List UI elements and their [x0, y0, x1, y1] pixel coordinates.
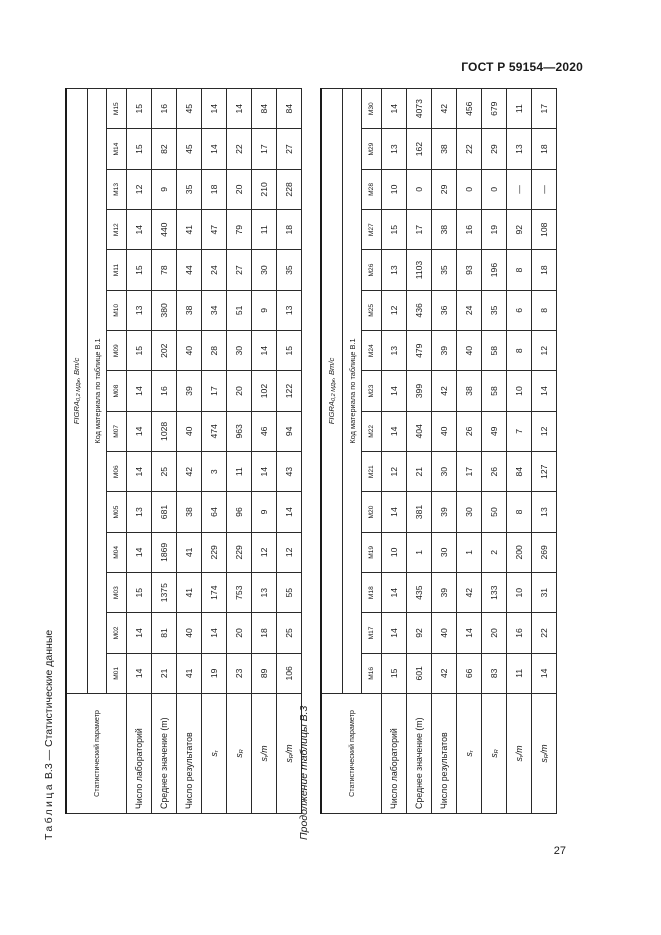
- table-cell: 14: [457, 613, 482, 653]
- table-cell: 1103: [407, 250, 432, 290]
- table-cell: 15: [127, 573, 152, 613]
- table-cell: 14: [382, 573, 407, 613]
- table-cell: 13: [277, 290, 302, 330]
- table-cell: 20: [227, 371, 252, 411]
- table-cell: 108: [532, 210, 557, 250]
- table-cell: 84: [507, 452, 532, 492]
- table-cell: 50: [482, 492, 507, 532]
- table-cell: 66: [457, 653, 482, 693]
- table-cell: 39: [177, 371, 202, 411]
- table-cell: 9: [252, 492, 277, 532]
- row-label: sr/m: [507, 694, 532, 814]
- table-cell: 96: [227, 492, 252, 532]
- table-cell: 30: [252, 250, 277, 290]
- material-code: М10: [107, 290, 127, 330]
- table-cell: 64: [202, 492, 227, 532]
- table-cell: 24: [457, 290, 482, 330]
- table-cell: 8: [507, 331, 532, 371]
- table-cell: 14: [127, 532, 152, 572]
- table-cell: 41: [177, 532, 202, 572]
- table-cell: 29: [432, 169, 457, 209]
- table-cell: —: [532, 169, 557, 209]
- table-cell: 89: [252, 653, 277, 693]
- table-cell: 39: [432, 331, 457, 371]
- table-cell: 18: [277, 210, 302, 250]
- table-cell: 36: [432, 290, 457, 330]
- table-cell: 94: [277, 411, 302, 451]
- table-cell: 41: [177, 210, 202, 250]
- table-cell: 753: [227, 573, 252, 613]
- table-cell: 15: [127, 250, 152, 290]
- material-code: М22: [362, 411, 382, 451]
- table-cell: 474: [202, 411, 227, 451]
- table-cell: 14: [277, 492, 302, 532]
- table-row: [202, 89, 227, 814]
- table-cell: 1028: [152, 411, 177, 451]
- material-code: М04: [107, 532, 127, 572]
- table-cell: 14: [252, 331, 277, 371]
- table-cell: 42: [432, 653, 457, 693]
- table-cell: 82: [152, 129, 177, 169]
- table-cell: 12: [532, 411, 557, 451]
- table-b3-continuation: [320, 88, 557, 814]
- table-cell: 20: [227, 169, 252, 209]
- table-cell: 81: [152, 613, 177, 653]
- table-cell: 228: [277, 169, 302, 209]
- table-cell: 174: [202, 573, 227, 613]
- table-cell: 40: [457, 331, 482, 371]
- table-cell: 92: [407, 613, 432, 653]
- table-cell: 13: [507, 129, 532, 169]
- row-label: Число результатов: [432, 694, 457, 814]
- table-cell: 45: [177, 129, 202, 169]
- table-cell: 39: [432, 492, 457, 532]
- row-label: sR: [482, 694, 507, 814]
- table-cell: 14: [532, 653, 557, 693]
- table-cell: 17: [457, 452, 482, 492]
- material-code: М01: [107, 653, 127, 693]
- table-cell: 41: [177, 573, 202, 613]
- table-cell: 14: [382, 492, 407, 532]
- table-cell: 2: [482, 532, 507, 572]
- table-cell: 681: [152, 492, 177, 532]
- table-cell: 13: [382, 250, 407, 290]
- row-label: Среднее значение (m): [152, 694, 177, 814]
- table-cell: 13: [252, 573, 277, 613]
- table-cell: 14: [382, 89, 407, 129]
- table-cell: 11: [252, 210, 277, 250]
- table-b3-caption: [43, 630, 55, 840]
- table-cell: 20: [482, 613, 507, 653]
- table-cell: 34: [202, 290, 227, 330]
- table-cell: 10: [507, 371, 532, 411]
- material-code: М23: [362, 371, 382, 411]
- material-code: М18: [362, 573, 382, 613]
- table-cell: 14: [202, 129, 227, 169]
- row-label: Число результатов: [177, 694, 202, 814]
- table-cell: 38: [432, 129, 457, 169]
- table-cell: 25: [152, 452, 177, 492]
- table-cell: 12: [532, 331, 557, 371]
- table-cell: 14: [127, 452, 152, 492]
- table-cell: 17: [252, 129, 277, 169]
- table-cell: 35: [432, 250, 457, 290]
- material-code: М29: [362, 129, 382, 169]
- material-code: М19: [362, 532, 382, 572]
- table-cell: 28: [202, 331, 227, 371]
- table-cell: 14: [127, 613, 152, 653]
- table-cell: 8: [507, 492, 532, 532]
- caption-prefix: Таблица: [43, 782, 55, 840]
- table-cell: 7: [507, 411, 532, 451]
- table-cell: 679: [482, 89, 507, 129]
- code-header: Код материала по таблице В.1: [88, 89, 107, 694]
- material-code: М13: [107, 169, 127, 209]
- table-cell: 14: [127, 210, 152, 250]
- material-code: М30: [362, 89, 382, 129]
- table-cell: 35: [482, 290, 507, 330]
- table-cell: 13: [382, 129, 407, 169]
- material-code: М25: [362, 290, 382, 330]
- table-cell: 12: [277, 532, 302, 572]
- table-cell: 196: [482, 250, 507, 290]
- table-cell: 14: [227, 89, 252, 129]
- table-cell: 12: [382, 290, 407, 330]
- table-cell: 83: [482, 653, 507, 693]
- table-cell: 40: [432, 613, 457, 653]
- continuation-caption: Продолжение таблицы В.3: [298, 705, 310, 840]
- figra-header: FIGRA0,2 МДж, Вт/с: [321, 89, 343, 694]
- param-header: Статистический параметр: [321, 694, 382, 814]
- table-cell: 9: [252, 290, 277, 330]
- page-number: 27: [553, 845, 566, 857]
- table-cell: 13: [127, 290, 152, 330]
- material-code: М16: [362, 653, 382, 693]
- material-code: М11: [107, 250, 127, 290]
- table-cell: 27: [227, 250, 252, 290]
- material-code: М09: [107, 331, 127, 371]
- material-code: М12: [107, 210, 127, 250]
- table-cell: 40: [177, 331, 202, 371]
- table-cell: 16: [152, 371, 177, 411]
- table-cell: 11: [227, 452, 252, 492]
- table-cell: 84: [277, 89, 302, 129]
- table-cell: 1: [407, 532, 432, 572]
- table-row: [532, 89, 557, 814]
- table-cell: 24: [202, 250, 227, 290]
- material-code: М03: [107, 573, 127, 613]
- table-cell: 9: [152, 169, 177, 209]
- material-code: М02: [107, 613, 127, 653]
- row-label: sr: [457, 694, 482, 814]
- table-cell: 42: [457, 573, 482, 613]
- table-cell: 16: [152, 89, 177, 129]
- table-cell: 42: [432, 89, 457, 129]
- table-cell: 1: [457, 532, 482, 572]
- table-cell: 122: [277, 371, 302, 411]
- material-code: М20: [362, 492, 382, 532]
- table-cell: 18: [202, 169, 227, 209]
- table-cell: 58: [482, 371, 507, 411]
- table-cell: 12: [127, 169, 152, 209]
- table-cell: 30: [457, 492, 482, 532]
- table-cell: 102: [252, 371, 277, 411]
- table-cell: 14: [202, 613, 227, 653]
- table-cell: 17: [532, 89, 557, 129]
- table-cell: 10: [382, 169, 407, 209]
- table-cell: 10: [507, 573, 532, 613]
- table-cell: 8: [532, 290, 557, 330]
- table-cell: 1869: [152, 532, 177, 572]
- table-cell: 29: [482, 129, 507, 169]
- table-cell: 14: [532, 371, 557, 411]
- table-cell: 47: [202, 210, 227, 250]
- table-cell: —: [507, 169, 532, 209]
- table-cell: 78: [152, 250, 177, 290]
- table-cell: 1375: [152, 573, 177, 613]
- material-code: М15: [107, 89, 127, 129]
- standard-designation: ГОСТ Р 59154—2020: [461, 60, 583, 74]
- table-cell: 200: [507, 532, 532, 572]
- table-cell: 3: [202, 452, 227, 492]
- table-cell: 14: [382, 371, 407, 411]
- table-cell: 84: [252, 89, 277, 129]
- table-cell: 436: [407, 290, 432, 330]
- table-cell: 35: [277, 250, 302, 290]
- table-row: [457, 89, 482, 814]
- material-code: М05: [107, 492, 127, 532]
- row-label: sr: [202, 694, 227, 814]
- table-row: [382, 89, 407, 814]
- table-cell: 92: [507, 210, 532, 250]
- table-cell: 55: [277, 573, 302, 613]
- table-cell: 30: [432, 532, 457, 572]
- table-cell: 18: [252, 613, 277, 653]
- material-code: М06: [107, 452, 127, 492]
- table-cell: 13: [382, 331, 407, 371]
- table-cell: 40: [177, 411, 202, 451]
- table-cell: 16: [507, 613, 532, 653]
- table-cell: 26: [457, 411, 482, 451]
- table-cell: 380: [152, 290, 177, 330]
- table-cell: 38: [177, 290, 202, 330]
- table-b3: [65, 88, 302, 814]
- table-cell: 133: [482, 573, 507, 613]
- table-row: [177, 89, 202, 814]
- table-row: [407, 89, 432, 814]
- material-code: М24: [362, 331, 382, 371]
- table-cell: 15: [277, 331, 302, 371]
- table-cell: 6: [507, 290, 532, 330]
- table-cell: 22: [227, 129, 252, 169]
- material-code: М21: [362, 452, 382, 492]
- table-cell: 440: [152, 210, 177, 250]
- table-cell: 11: [507, 89, 532, 129]
- material-code: М17: [362, 613, 382, 653]
- table-row: [127, 89, 152, 814]
- row-label: sr/m: [252, 694, 277, 814]
- table-cell: 106: [277, 653, 302, 693]
- table-cell: 269: [532, 532, 557, 572]
- figra-header: FIGRA0,2 МДж, Вт/с: [66, 89, 88, 694]
- table-cell: 30: [227, 331, 252, 371]
- table-cell: 963: [227, 411, 252, 451]
- table-cell: 44: [177, 250, 202, 290]
- material-code: М28: [362, 169, 382, 209]
- table-cell: 20: [227, 613, 252, 653]
- table-cell: 21: [152, 653, 177, 693]
- table-cell: 43: [277, 452, 302, 492]
- table-cell: 18: [532, 250, 557, 290]
- table-cell: 10: [382, 532, 407, 572]
- table-cell: 58: [482, 331, 507, 371]
- table-cell: 40: [177, 613, 202, 653]
- table-cell: 8: [507, 250, 532, 290]
- table-cell: 210: [252, 169, 277, 209]
- table-cell: 399: [407, 371, 432, 411]
- table-cell: 381: [407, 492, 432, 532]
- table-b3-continuation-block: [298, 80, 558, 840]
- table-cell: 14: [252, 452, 277, 492]
- table-cell: 229: [227, 532, 252, 572]
- row-label: Число лабораторий: [382, 694, 407, 814]
- table-cell: 479: [407, 331, 432, 371]
- table-cell: 30: [432, 452, 457, 492]
- table-cell: 14: [127, 653, 152, 693]
- table-cell: 127: [532, 452, 557, 492]
- table-cell: 19: [482, 210, 507, 250]
- material-code: М07: [107, 411, 127, 451]
- table-cell: 25: [277, 613, 302, 653]
- table-cell: 22: [457, 129, 482, 169]
- table-cell: 49: [482, 411, 507, 451]
- code-header: Код материала по таблице В.1: [343, 89, 362, 694]
- table-cell: 4073: [407, 89, 432, 129]
- table-row: [507, 89, 532, 814]
- table-cell: 15: [127, 331, 152, 371]
- table-cell: 13: [532, 492, 557, 532]
- table-cell: 0: [482, 169, 507, 209]
- row-label: sR/m: [532, 694, 557, 814]
- table-cell: 16: [457, 210, 482, 250]
- table-cell: 601: [407, 653, 432, 693]
- material-code: М14: [107, 129, 127, 169]
- material-code: М26: [362, 250, 382, 290]
- table-cell: 12: [252, 532, 277, 572]
- table-cell: 26: [482, 452, 507, 492]
- table-cell: 27: [277, 129, 302, 169]
- table-cell: 202: [152, 331, 177, 371]
- table-cell: 435: [407, 573, 432, 613]
- table-cell: 12: [382, 452, 407, 492]
- table-cell: 51: [227, 290, 252, 330]
- table-cell: 41: [177, 653, 202, 693]
- table-cell: 22: [532, 613, 557, 653]
- table-cell: 40: [432, 411, 457, 451]
- table-cell: 15: [127, 129, 152, 169]
- table-cell: 38: [457, 371, 482, 411]
- table-row: [482, 89, 507, 814]
- table-cell: 14: [202, 89, 227, 129]
- material-code: М08: [107, 371, 127, 411]
- table-row: [252, 89, 277, 814]
- table-cell: 15: [382, 653, 407, 693]
- table-cell: 93: [457, 250, 482, 290]
- table-cell: 11: [507, 653, 532, 693]
- table-cell: 0: [457, 169, 482, 209]
- table-cell: 162: [407, 129, 432, 169]
- caption-rest: В.3 — Статистические данные: [43, 629, 55, 783]
- row-label: Среднее значение (m): [407, 694, 432, 814]
- table-cell: 42: [177, 452, 202, 492]
- table-cell: 35: [177, 169, 202, 209]
- table-cell: 38: [432, 210, 457, 250]
- table-row: [227, 89, 252, 814]
- row-label: Число лабораторий: [127, 694, 152, 814]
- table-row: [432, 89, 457, 814]
- table-cell: 456: [457, 89, 482, 129]
- table-cell: 38: [177, 492, 202, 532]
- table-b3-block: [43, 80, 298, 840]
- table-cell: 14: [127, 371, 152, 411]
- table-cell: 79: [227, 210, 252, 250]
- row-label: sR: [227, 694, 252, 814]
- table-cell: 42: [432, 371, 457, 411]
- table-cell: 19: [202, 653, 227, 693]
- param-header: Статистический параметр: [66, 694, 127, 814]
- table-cell: 0: [407, 169, 432, 209]
- table-cell: 13: [127, 492, 152, 532]
- table-cell: 39: [432, 573, 457, 613]
- table-cell: 14: [127, 411, 152, 451]
- table-cell: 31: [532, 573, 557, 613]
- table-cell: 404: [407, 411, 432, 451]
- table-cell: 14: [382, 613, 407, 653]
- table-cell: 21: [407, 452, 432, 492]
- table-cell: 46: [252, 411, 277, 451]
- row-label: sR/m: [277, 694, 302, 814]
- table-cell: 14: [382, 411, 407, 451]
- table-cell: 18: [532, 129, 557, 169]
- material-code: М27: [362, 210, 382, 250]
- table-row: [152, 89, 177, 814]
- table-cell: 15: [127, 89, 152, 129]
- table-cell: 229: [202, 532, 227, 572]
- table-cell: 15: [382, 210, 407, 250]
- table-cell: 17: [407, 210, 432, 250]
- table-cell: 17: [202, 371, 227, 411]
- table-cell: 45: [177, 89, 202, 129]
- table-cell: 23: [227, 653, 252, 693]
